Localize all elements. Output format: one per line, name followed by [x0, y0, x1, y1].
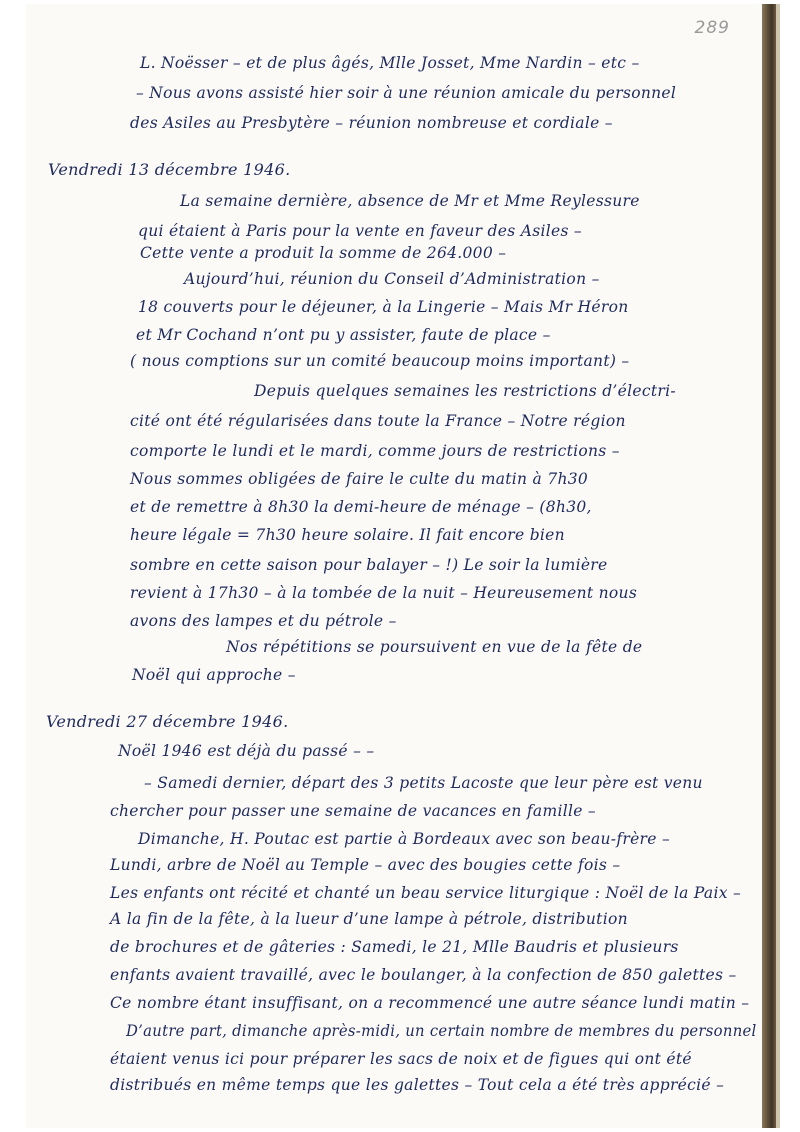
text-line: sombre en cette saison pour balayer – !) Le soir la lumière — [130, 556, 608, 574]
text-line: – Nous avons assisté hier soir à une réunion amicale du personnel — [136, 84, 677, 102]
text-line: – Samedi dernier, départ des 3 petits Lacoste que leur père est venu — [144, 774, 703, 792]
text-line: qui étaient à Paris pour la vente en faveur des Asiles – — [138, 222, 582, 240]
page-number: 289 — [694, 18, 730, 38]
text-line: Nous sommes obligées de faire le culte du matin à 7h30 — [130, 470, 589, 488]
text-line: La semaine dernière, absence de Mr et Mme Reylessure — [180, 192, 640, 210]
text-line: Ce nombre étant insuffisant, on a recommencé une autre séance lundi matin – — [110, 994, 750, 1012]
entry-date: Vendredi 27 décembre 1946. — [46, 712, 289, 731]
text-line: 18 couverts pour le déjeuner, à la Lingerie – Mais Mr Héron — [138, 298, 629, 316]
text-line: D’autre part, dimanche après-midi, un certain nombre de membres du personnel — [126, 1022, 757, 1040]
text-line: comporte le lundi et le mardi, comme jours de restrictions – — [130, 442, 620, 460]
text-line: Noël qui approche – — [132, 666, 296, 684]
text-line: heure légale = 7h30 heure solaire. Il fait encore bien — [130, 526, 565, 544]
entry-date: Vendredi 13 décembre 1946. — [48, 160, 291, 179]
text-line: ( nous comptions sur un comité beaucoup moins important) – — [130, 352, 630, 370]
text-line: et de remettre à 8h30 la demi-heure de ménage – (8h30, — [130, 498, 592, 516]
text-line: Lundi, arbre de Noël au Temple – avec des bougies cette fois – — [110, 856, 621, 874]
text-line: Noël 1946 est déjà du passé – – — [118, 742, 375, 760]
text-line: A la fin de la fête, à la lueur d’une lampe à pétrole, distribution — [110, 910, 628, 928]
text-line: Nos répétitions se poursuivent en vue de la fête de — [226, 638, 643, 656]
text-line: L. Noësser – et de plus âgés, Mlle Josset, Mme Nardin – etc – — [140, 54, 640, 72]
manuscript-page — [26, 4, 762, 1128]
text-line: distribués en même temps que les galettes – Tout cela a été très apprécié – — [110, 1076, 725, 1094]
page-edge — [776, 4, 780, 1128]
text-line: cité ont été régularisées dans toute la France – Notre région — [130, 412, 626, 430]
text-line: et Mr Cochand n’ont pu y assister, faute de place – — [136, 326, 551, 344]
text-line: Dimanche, H. Poutac est partie à Bordeaux avec son beau-frère – — [138, 830, 670, 848]
text-line: enfants avaient travaillé, avec le boulanger, à la confection de 850 galettes – — [110, 966, 737, 984]
text-line: Cette vente a produit la somme de 264.000 – — [140, 244, 507, 262]
text-line: Les enfants ont récité et chanté un beau service liturgique : Noël de la Paix – — [110, 884, 742, 902]
text-line: avons des lampes et du pétrole – — [130, 612, 397, 630]
text-line: Aujourd’hui, réunion du Conseil d’Administration – — [184, 270, 600, 288]
text-line: des Asiles au Presbytère – réunion nombreuse et cordiale – — [130, 114, 613, 132]
text-line: revient à 17h30 – à la tombée de la nuit – Heureusement nous — [130, 584, 638, 602]
text-line: de brochures et de gâteries : Samedi, le 21, Mlle Baudris et plusieurs — [110, 938, 679, 956]
book-binding — [762, 4, 776, 1128]
text-line: étaient venus ici pour préparer les sacs de noix et de figues qui ont été — [110, 1050, 692, 1068]
text-line: chercher pour passer une semaine de vacances en famille – — [110, 802, 596, 820]
text-line: Depuis quelques semaines les restrictions d’électri- — [254, 382, 676, 400]
